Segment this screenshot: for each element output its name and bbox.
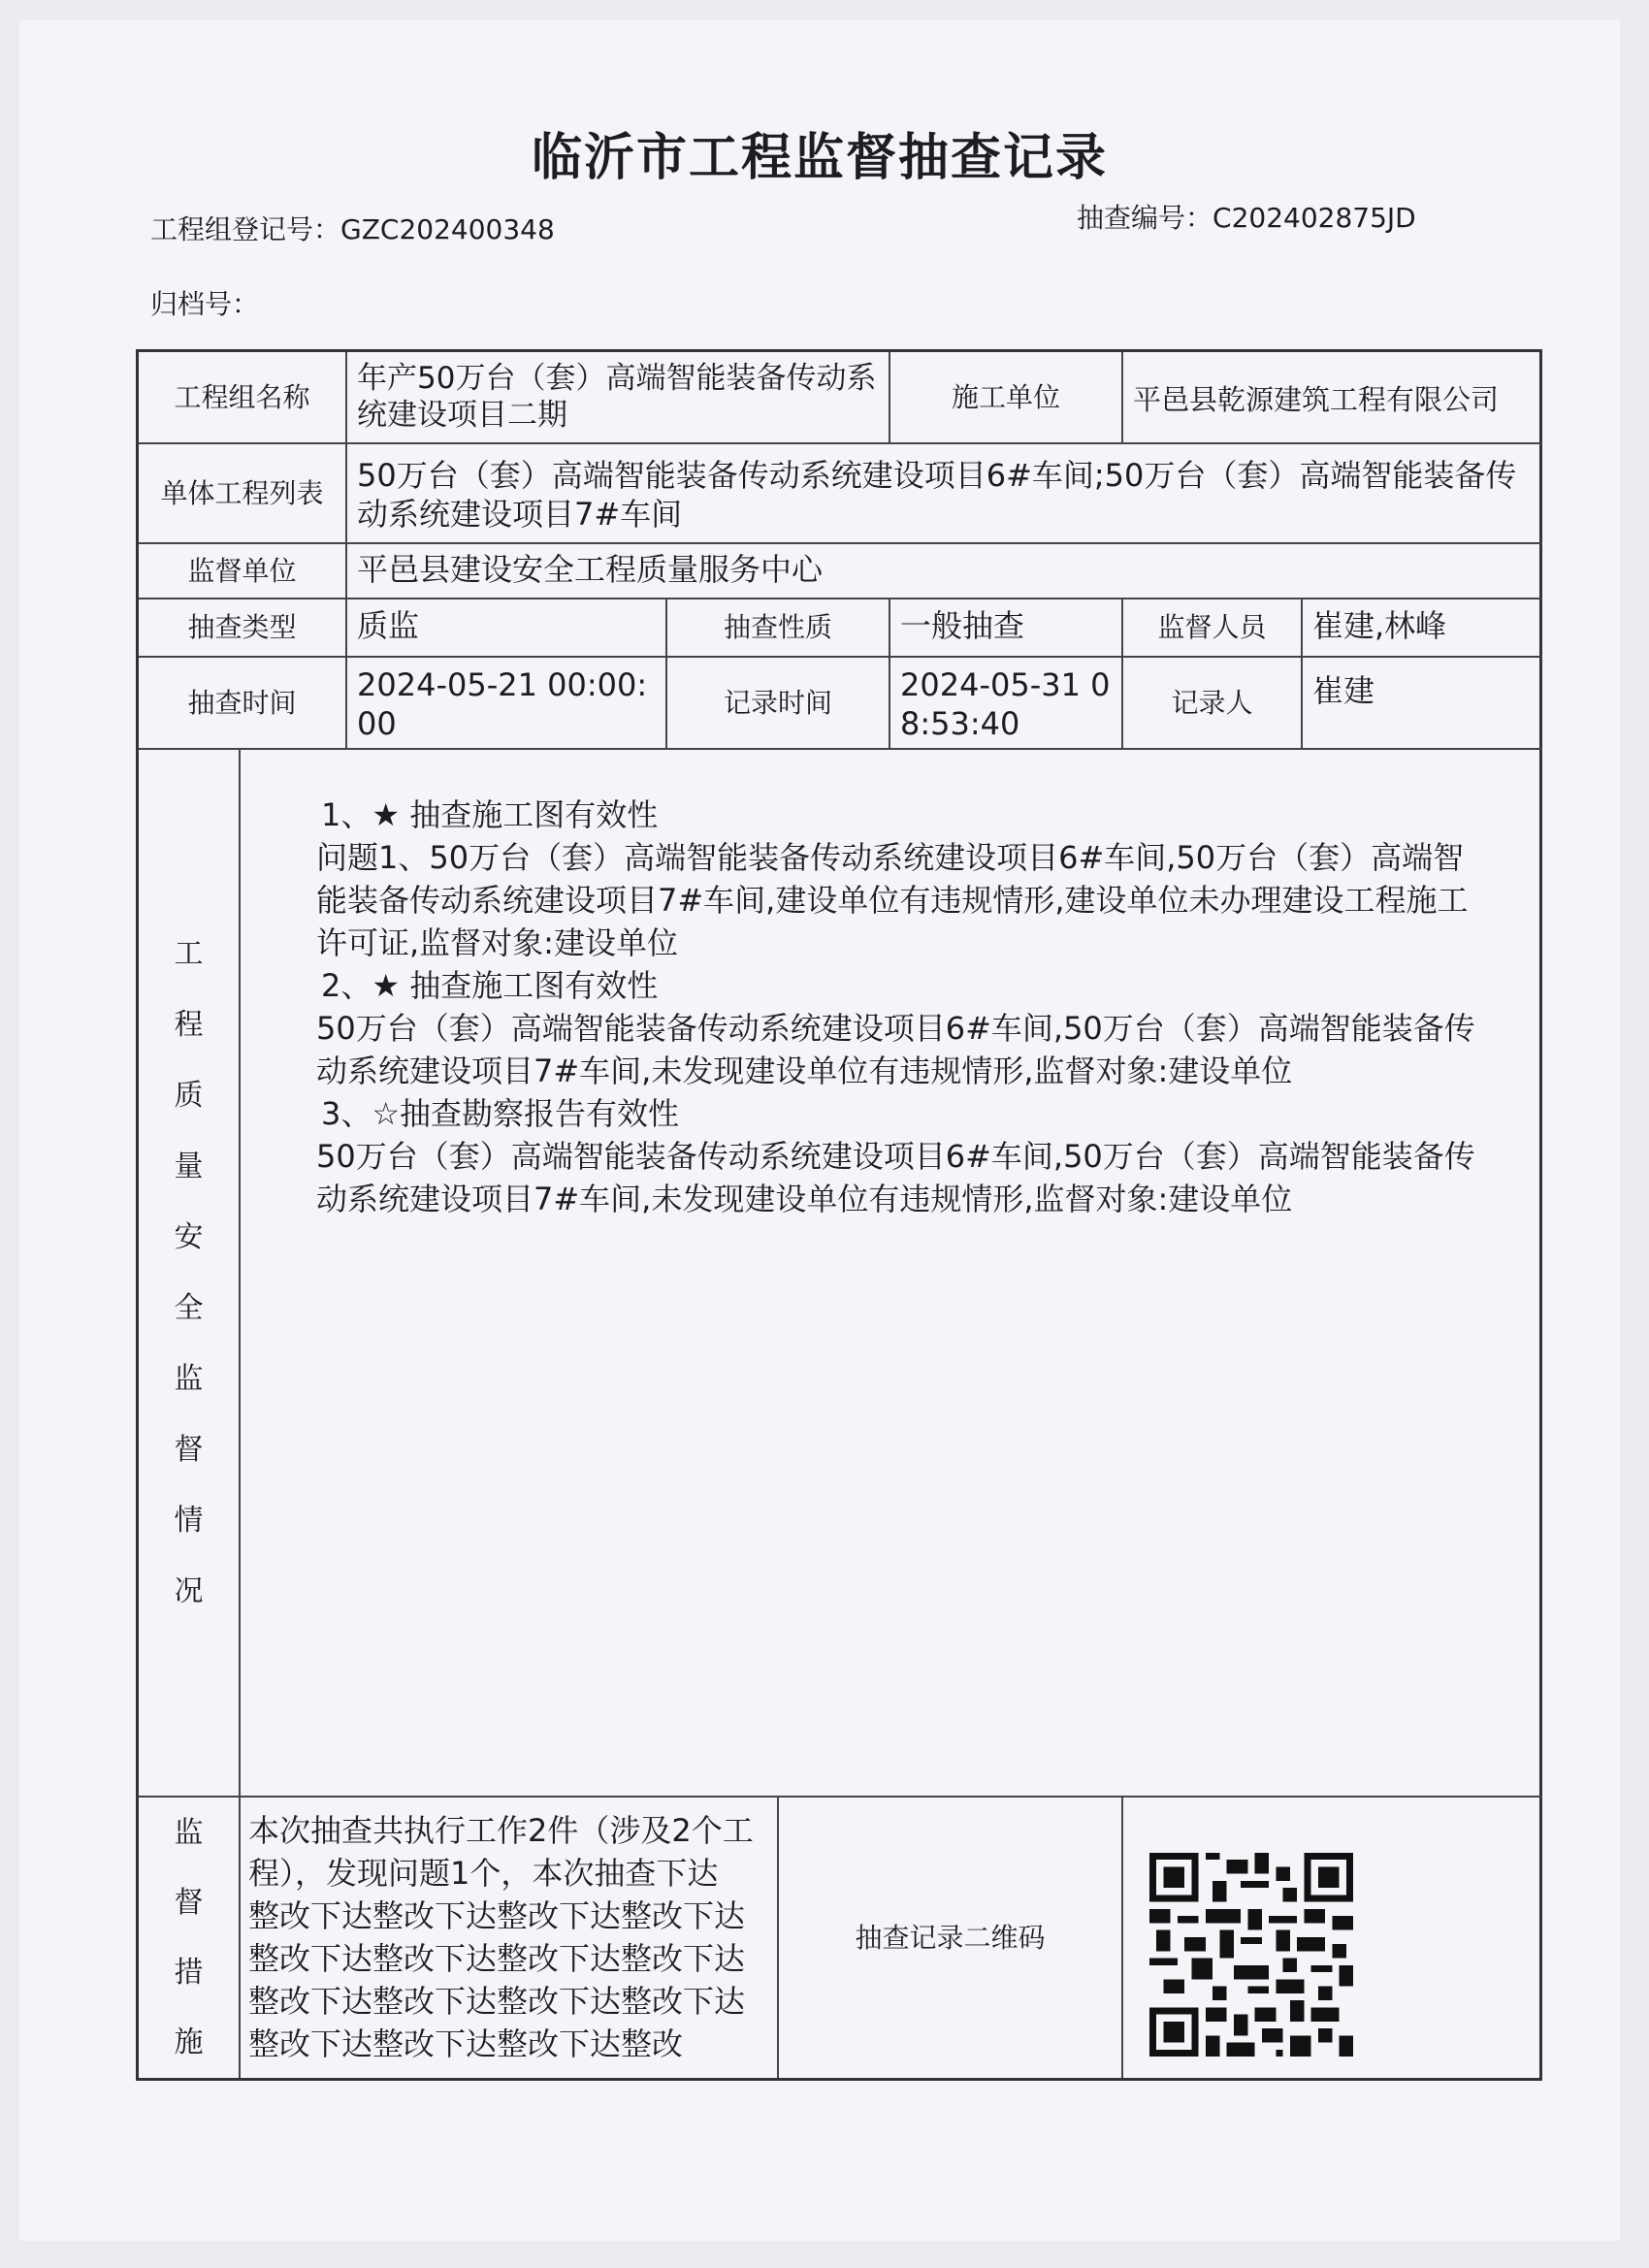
nature-value: 一般抽查 <box>890 599 1123 658</box>
situation-label-char: 安 <box>174 1220 204 1254</box>
situation-label-char: 质 <box>174 1079 204 1113</box>
situation-label-char: 全 <box>174 1291 204 1325</box>
qr-label: 抽查记录二维码 <box>779 1798 1123 2078</box>
situation-line: 能装备传动系统建设项目7#车间,建设单位有违规情形,建设单位未办理建设工程施工 <box>316 882 1469 919</box>
document-page <box>19 19 1620 2241</box>
group-name-label: 工程组名称 <box>139 352 347 444</box>
situation-line: 动系统建设项目7#车间,未发现建设单位有违规情形,监督对象:建设单位 <box>316 1181 1293 1217</box>
measures-line: 整改下达整改下达整改下达整改下达 <box>248 1897 746 1934</box>
nature-label: 抽查性质 <box>667 599 890 658</box>
supervisor-unit-value: 平邑县建设安全工程质量服务中心 <box>347 544 1542 599</box>
type-label: 抽查类型 <box>139 599 347 658</box>
situation-line: 3、☆抽查勘察报告有效性 <box>321 1095 680 1132</box>
situation-label-char: 况 <box>174 1574 204 1608</box>
situation-line: 动系统建设项目7#车间,未发现建设单位有违规情形,监督对象:建设单位 <box>316 1053 1293 1089</box>
group-name-value: 年产50万台（套）高端智能装备传动系统建设项目二期 <box>347 352 890 444</box>
record-table <box>136 349 1542 2081</box>
inspection-no-label: 抽查编号： <box>1077 202 1213 234</box>
situation-line: 1、★ 抽查施工图有效性 <box>321 796 659 833</box>
measures-label-char: 施 <box>174 2025 204 2059</box>
measures-line: 整改下达整改下达整改下达整改下达 <box>248 1983 746 2020</box>
inspection-no-value: C202402875JD <box>1212 202 1416 234</box>
measures-line: 程），发现问题1个，本次抽查下达 <box>248 1855 719 1892</box>
measures-line: 本次抽查共执行工作2件（涉及2个工 <box>248 1812 754 1849</box>
time-value: 2024-05-21 00:00:00 <box>347 658 667 750</box>
constructor-value: 平邑县乾源建筑工程有限公司 <box>1123 352 1542 444</box>
type-value: 质监 <box>347 599 667 658</box>
situation-label <box>139 750 241 1798</box>
situation-label-char: 监 <box>174 1362 204 1396</box>
measures-content <box>241 1798 779 2078</box>
inspection-no <box>1077 197 1416 236</box>
measures-line: 整改下达整改下达整改下达整改 <box>248 2025 684 2062</box>
constructor-label: 施工单位 <box>890 352 1123 444</box>
measures-label-char: 督 <box>174 1885 204 1920</box>
situation-label-char: 情 <box>174 1504 204 1538</box>
qr-code-icon <box>1149 1853 1353 2057</box>
situation-content <box>241 750 1542 1798</box>
project-group-reg-label: 工程组登记号： <box>150 213 341 245</box>
archive-no-label: 归档号： <box>150 288 260 320</box>
situation-label-char: 量 <box>174 1150 204 1183</box>
measures-label <box>139 1798 241 2078</box>
recorder-value: 崔建 <box>1303 658 1542 750</box>
project-group-reg-no <box>150 209 555 247</box>
staff-value: 崔建,林峰 <box>1303 599 1542 658</box>
staff-label: 监督人员 <box>1123 599 1303 658</box>
page-title: 临沂市工程监督抽查记录 <box>531 129 1108 187</box>
record-time-label: 记录时间 <box>667 658 890 750</box>
situation-line: 许可证,监督对象:建设单位 <box>316 924 678 961</box>
unit-list-label: 单体工程列表 <box>139 444 347 544</box>
situation-line: 50万台（套）高端智能装备传动系统建设项目6#车间,50万台（套）高端智能装备传 <box>316 1138 1475 1175</box>
situation-label-char: 工 <box>174 937 204 971</box>
measures-label-char: 措 <box>174 1955 204 1990</box>
archive-no <box>150 283 259 322</box>
record-time-value: 2024-05-31 08:53:40 <box>890 658 1123 750</box>
time-label: 抽查时间 <box>139 658 347 750</box>
situation-line: 50万台（套）高端智能装备传动系统建设项目6#车间,50万台（套）高端智能装备传 <box>316 1010 1475 1047</box>
supervisor-unit-label: 监督单位 <box>139 544 347 599</box>
project-group-reg-value: GZC202400348 <box>340 213 555 245</box>
situation-label-char: 程 <box>174 1008 204 1042</box>
situation-line: 2、★ 抽查施工图有效性 <box>321 967 659 1004</box>
unit-list-value: 50万台（套）高端智能装备传动系统建设项目6#车间;50万台（套）高端智能装备传动系统建设项目7#车间 <box>347 444 1542 544</box>
situation-line: 问题1、50万台（套）高端智能装备传动系统建设项目6#车间,50万台（套）高端智 <box>316 839 1465 876</box>
measures-label-char: 监 <box>174 1815 204 1850</box>
recorder-label: 记录人 <box>1123 658 1303 750</box>
measures-line: 整改下达整改下达整改下达整改下达 <box>248 1940 746 1977</box>
situation-label-char: 督 <box>174 1433 204 1467</box>
